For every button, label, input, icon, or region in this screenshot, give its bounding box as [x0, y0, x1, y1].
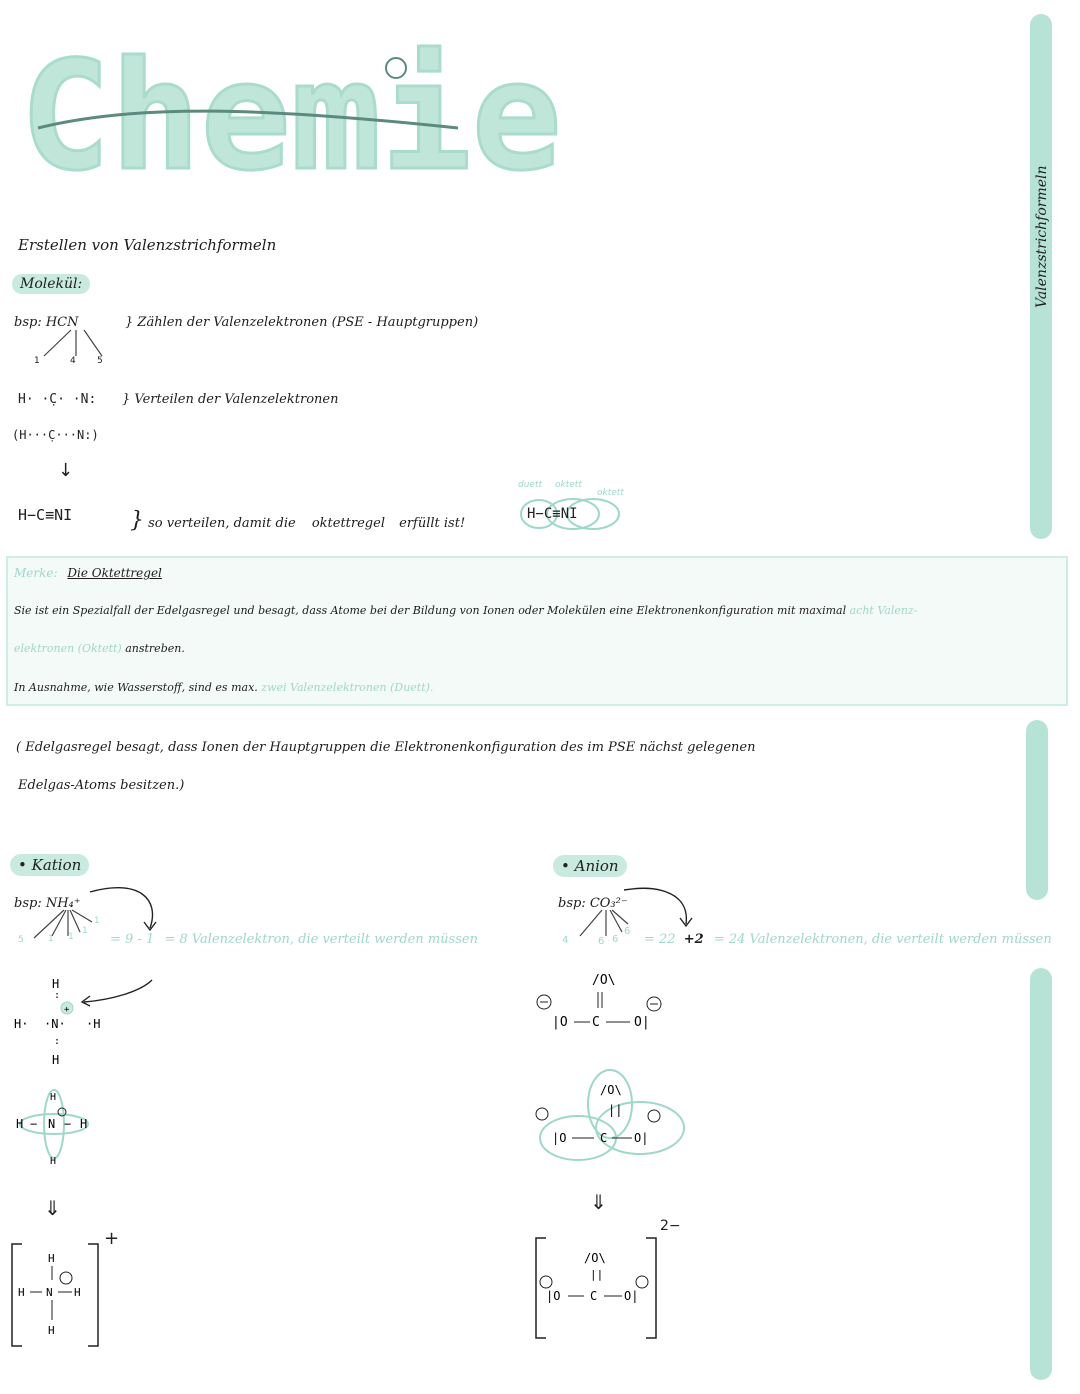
merke-line-1-accent: acht Valenz-: [849, 604, 918, 617]
sidebar-bar-middle: [1026, 720, 1048, 900]
oval-label-duett: duett: [518, 480, 543, 490]
kation-count-h3: 1: [82, 926, 88, 936]
step3-text-c: erfüllt ist!: [399, 516, 466, 531]
anion-count-o3: 6: [624, 926, 631, 937]
svg-text:H: H: [50, 1156, 57, 1167]
svg-text:N: N: [48, 1117, 56, 1131]
svg-text:N: N: [46, 1286, 53, 1299]
anion-oval-structure: [528, 1066, 688, 1166]
svg-text:H: H: [16, 1117, 24, 1131]
molecule-pair-line: (H···C̣···N:): [12, 428, 99, 442]
kation-calc-a: = 9 - 1: [110, 932, 155, 947]
octet-oval-diagram: [515, 480, 645, 536]
brace-icon: }: [130, 508, 144, 533]
anion-calc-b: +2: [683, 932, 704, 947]
merke-line-2: [14, 642, 185, 655]
molecule-step2: [122, 392, 338, 407]
kation-calc-b: = 8 Valenzelektron, die verteilt werden müssen: [164, 932, 478, 947]
anion-count-o2: 6: [612, 934, 619, 945]
svg-text:/O\: /O\: [584, 1251, 606, 1265]
svg-text:/O\: /O\: [600, 1083, 622, 1097]
anion-count-o1: 6: [598, 936, 605, 947]
kation-double-arrow-icon: ⇓: [44, 1196, 61, 1220]
svg-text:H: H: [52, 1053, 60, 1067]
step1-text: Zählen der Valenzelektronen (PSE - Hauptgruppen): [137, 315, 479, 330]
svg-text:H: H: [74, 1286, 81, 1299]
title-lettering: [18, 8, 562, 204]
svg-text:·H: ·H: [86, 1017, 101, 1031]
merke-heading: [14, 566, 162, 580]
step3-text-a: so verteilen, damit die: [148, 516, 296, 531]
kation-count-n: 5: [18, 935, 24, 945]
svg-text:O|: O|: [634, 1131, 649, 1145]
kation-count-h4: 1: [94, 916, 100, 926]
anion-calc-c: = 24 Valenzelektronen, die verteilt werden müssen: [713, 932, 1052, 947]
merke-line-1: [14, 604, 1064, 617]
merke-line-2-text: anstreben.: [125, 642, 185, 655]
anion-calc-a: = 22: [644, 932, 676, 947]
anion-count-c: 4: [562, 935, 569, 946]
sidebar-bar-bottom: [1030, 968, 1052, 1380]
molecule-count-n: 5: [97, 356, 103, 366]
svg-text:|O: |O: [552, 1131, 567, 1145]
svg-text:H: H: [52, 977, 60, 991]
sidebar-label: Valenzstrichformeln: [1034, 165, 1050, 308]
molecule-badge: Molekül:: [12, 274, 90, 294]
svg-text:H: H: [18, 1286, 25, 1299]
svg-text:H: H: [80, 1117, 88, 1131]
svg-text:||: ||: [608, 1103, 623, 1117]
svg-text:H: H: [48, 1324, 55, 1337]
svg-text:|O: |O: [546, 1289, 561, 1303]
svg-text::: :: [54, 990, 61, 1001]
svg-text:O|: O|: [624, 1289, 639, 1303]
svg-text:H: H: [48, 1252, 55, 1265]
molecule-count-c: 4: [70, 356, 76, 366]
svg-text:O|: O|: [634, 1015, 650, 1030]
molecule-step1: [125, 315, 478, 330]
svg-text:|O: |O: [552, 1015, 568, 1030]
anion-calc: [644, 932, 1052, 947]
anion-double-arrow-icon: ⇓: [590, 1190, 607, 1214]
svg-text:C: C: [600, 1131, 608, 1145]
oval-label-oktett-n: oktett: [597, 488, 624, 498]
anion-lewis-structure: [530, 964, 680, 1044]
molecule-example: bsp: HCN: [14, 315, 79, 330]
merke-line-1-text: Sie ist ein Spezialfall der Edelgasregel und besagt, dass Atome bei der Bildung von Ionen oder Molekülen eine Elektronenkonfiguration mit maximal: [14, 604, 847, 617]
merke-line-3: [14, 681, 433, 694]
kation-count-h2: 1: [68, 932, 74, 942]
anion-curve-arrow: [620, 884, 700, 934]
merke-label: Merke:: [14, 566, 58, 580]
down-arrow-icon: ↓: [58, 460, 74, 481]
merke-title: Die Oktettregel: [67, 566, 162, 580]
molecule-step3: [130, 508, 465, 533]
svg-text:H·: H·: [14, 1017, 29, 1031]
svg-text:−: −: [30, 1117, 38, 1131]
svg-text:+: +: [64, 1005, 70, 1015]
brace-icon: }: [125, 315, 134, 330]
kation-charge: +: [104, 1228, 120, 1249]
merke-line-2-accent: elektronen (Oktett): [14, 642, 122, 655]
kation-lewis-dots: [10, 972, 120, 1072]
section-heading: Erstellen von Valenzstrichformeln: [18, 236, 277, 254]
edelgas-line-1: ( Edelgasregel besagt, dass Ionen der Hauptgruppen die Elektronenkonfiguration des im PSE nächst gelegenen: [16, 740, 756, 755]
svg-text:Chemie: Chemie: [20, 30, 562, 204]
merke-line-3-accent: zwei Valenzelektronen (Duett).: [261, 681, 434, 694]
svg-text:/O\: /O\: [592, 973, 616, 988]
anion-charge: 2−: [660, 1218, 681, 1234]
molecule-dots-line: H· ·C̣· ·N:: [18, 392, 97, 407]
oval-label-oktett-c: oktett: [555, 480, 582, 490]
svg-text:C: C: [590, 1289, 598, 1303]
step2-text: Verteilen der Valenzelektronen: [134, 392, 339, 407]
step3-text-b: oktettregel: [311, 516, 385, 531]
svg-text::: :: [54, 1036, 61, 1047]
kation-badge: • Kation: [10, 854, 89, 876]
edelgas-line-2: Edelgas-Atoms besitzen.): [18, 778, 185, 793]
anion-badge: • Anion: [553, 855, 627, 877]
brace-icon: }: [122, 392, 131, 407]
molecule-result: H−C≡NI: [18, 506, 73, 524]
page-title: [18, 8, 562, 204]
oval-formula: H−C≡NI: [527, 506, 578, 522]
svg-text:||: ||: [590, 1268, 604, 1281]
svg-text:·N·: ·N·: [44, 1017, 66, 1031]
kation-example: bsp: NH₄⁺: [14, 896, 81, 911]
anion-final-structure: [528, 1228, 668, 1348]
molecule-count-h: 1: [34, 356, 40, 366]
kation-oval-structure: [10, 1080, 100, 1176]
merke-line-3-text: In Ausnahme, wie Wasserstoff, sind es max.: [14, 681, 258, 694]
svg-text:C: C: [592, 1015, 600, 1030]
kation-count-h1: 1: [48, 934, 54, 944]
anion-example: bsp: CO₃²⁻: [558, 896, 628, 911]
svg-text:H: H: [50, 1092, 57, 1103]
svg-text:−: −: [64, 1117, 72, 1131]
